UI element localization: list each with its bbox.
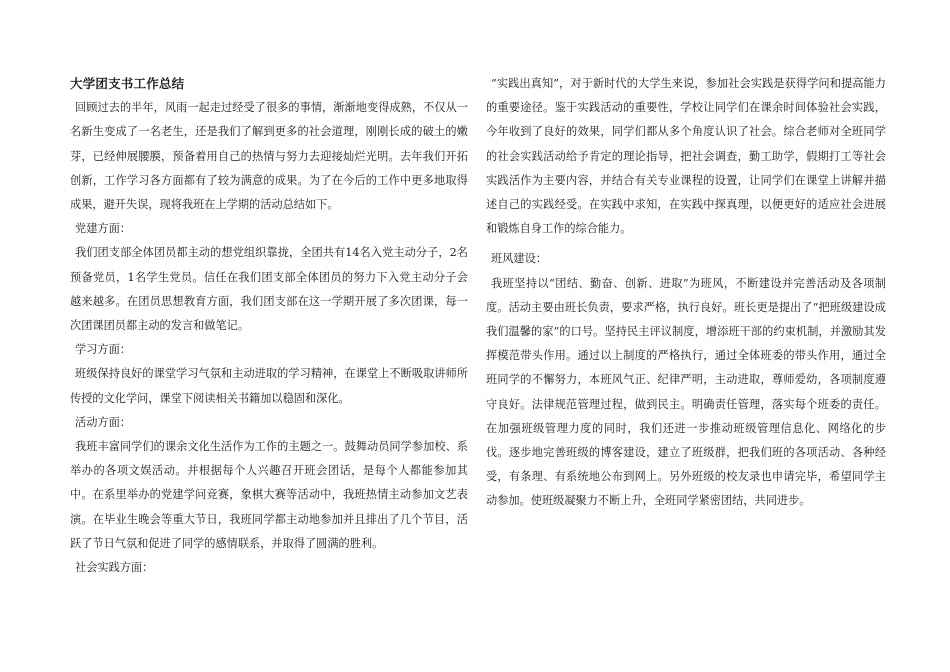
style-heading: 班风建设： <box>491 252 547 266</box>
social-paragraph: “实践出真知”，对于新时代的大学生来说，参加社会实践是获得学问和提高能力的重要途径。鉴于实践活动的重要性，学校让同学们在课余时间体验社会实践，今年收到了良好的效果，同学们都从多个角度认识了社会。综合老师对全班同学的社会实践活动给予肯定的理论指导，把社会调查，勤工助学，假期打工等社会实践活作为主要内容，并结合有关专业课程的设置，让同学们在课堂上讲解并描述自己的实践经受。在实践中求知，在实践中探真理，以便更好的适应社会进展和锻炼自身工作的综合能力。 <box>486 77 886 236</box>
activity-paragraph: 我班丰富同学们的课余文化生活作为工作的主题之一。鼓舞动员同学参加校、系举办的各项文娱活动。并根据每个人兴趣召开班会团话，是每个人都能参加其中。在系里举办的党建学问竞赛，象棋大赛等活动中，我班热情主动参加文艺表演。在毕业生晚会等重大节日，我班同学都主动地参加并且排出了几个节目，活跃了节日气氛和促进了同学的感情联系，并取得了圆满的胜利。 <box>70 440 468 550</box>
study-paragraph: 班级保持良好的课堂学习气氛和主动进取的学习精神，在课堂上不断吸取讲师所传授的文化学问，课堂下阅读相关书籍加以稳固和深化。 <box>70 367 468 405</box>
social-heading: 社会实践方面： <box>75 561 154 575</box>
activity-heading: 活动方面： <box>75 415 131 429</box>
style-paragraph: 我班坚持以“团结、勤奋、创新、进取”为班风，不断建设并完善活动及各项制度。活动主要由班长负责，要求严格，执行良好。班长更是提出了“把班级建设成我们温馨的家”的口号。坚持民主评议制度，增添班干部的约束机制，并激励其发挥模范带头作用。通过以上制度的严格执行，通过全体班委的带头作用，通过全班同学的不懈努力，本班风气正、纪律严明，主动进取，尊师爱幼，各项制度遵守良好。法律规范管理过程，做到民主。明确责任管理，落实每个班委的责任。在加强班级管理力度的同时，我们还进一步推动班级管理信息化、网络化的步伐。逐步地完善班级的博客建设，建立了班级群，把我们班的各项活动、各种经受，有条理、有系统地公布到网上。另外班级的校友录也申请完毕，希望同学主动参加。使班级凝聚力不断上升，全班同学紧密团结，共同进步。 <box>486 276 886 508</box>
left-column <box>70 72 468 580</box>
party-paragraph: 我们团支部全体团员都主动的想党组织靠拢，全团共有14名入党主动分子，2名预备党员，1名学生党员。信任在我们团支部全体团员的努力下入党主动分子会越来越多。在团员思想教育方面，我们团支部在这一学期开展了多次团课，每一次团课团员都主动的发言和做笔记。 <box>70 246 468 333</box>
document-title: 大学团支书工作总结 <box>70 76 185 91</box>
intro-paragraph: 回顾过去的半年，风雨一起走过经受了很多的事情，渐渐地变得成熟，不仅从一名新生变成了一名老生，还是我们了解到更多的社会道理，刚刚长成的破土的嫩芽，已经伸展腰膜，预备着用自己的热情与努力去迎接灿烂光明。去年我们开拓创新，工作学习各方面都有了较为满意的成果。为了在今后的工作中更多地取得成果，避开失误，现将我班在上学期的活动总结如下。 <box>70 101 468 212</box>
right-column <box>486 72 886 514</box>
study-heading: 学习方面： <box>75 343 131 357</box>
party-heading: 党建方面： <box>75 222 131 236</box>
